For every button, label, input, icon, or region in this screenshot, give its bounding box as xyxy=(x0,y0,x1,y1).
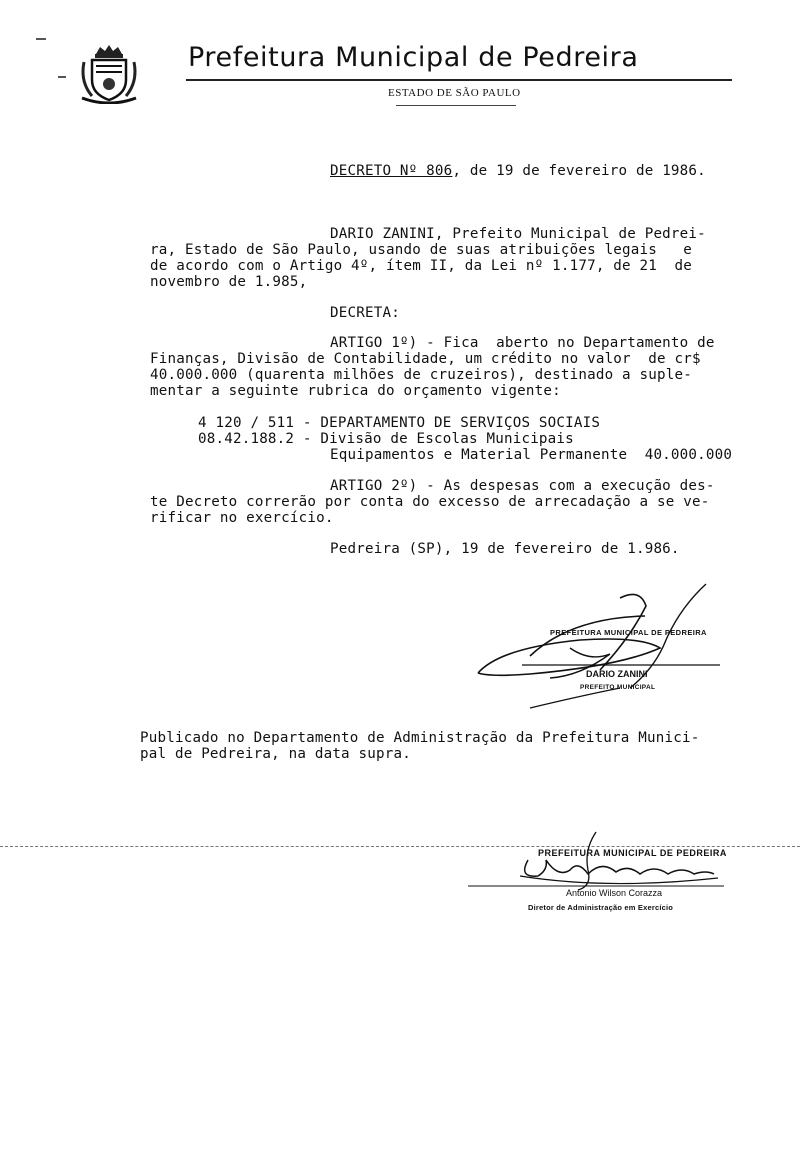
article-2-line: rificar no exercício. xyxy=(150,510,334,526)
coat-of-arms-logo xyxy=(78,42,140,104)
place-date: Pedreira (SP), 19 de fevereiro de 1.986. xyxy=(330,541,680,557)
publication-line: pal de Pedreira, na data supra. xyxy=(140,746,411,762)
decree-number: DECRETO Nº 806 xyxy=(330,163,453,179)
state-subtitle: ESTADO DE SÃO PAULO xyxy=(388,87,521,99)
director-signature xyxy=(468,830,728,892)
budget-desc: DEPARTAMENTO DE SERVIÇOS SOCIAIS xyxy=(320,415,601,431)
article-1-line: Finanças, Divisão de Contabilidade, um crédito no valor de cr$ xyxy=(150,351,701,367)
intro-line: DARIO ZANINI, Prefeito Municipal de Pedrei- xyxy=(330,226,706,242)
article-1-line: mentar a seguinte rubrica do orçamento vigente: xyxy=(150,383,561,399)
budget-line xyxy=(198,415,600,432)
article-2-line: ARTIGO 2º) - As despesas com a execução des- xyxy=(330,478,715,494)
director-name: Antonio Wilson Corazza xyxy=(566,888,663,898)
mayor-name: DARIO ZANINI xyxy=(586,669,648,679)
budget-code: 08.42.188.2 - xyxy=(198,431,321,447)
intro-line: novembro de 1.985, xyxy=(150,274,308,290)
subtitle-rule xyxy=(396,105,516,106)
budget-code: 4 120 / 511 - xyxy=(198,415,321,431)
mayor-signature xyxy=(470,578,730,713)
decree-date: , de 19 de fevereiro de 1986. xyxy=(452,163,706,179)
municipality-title: Prefeitura Municipal de Pedreira xyxy=(188,42,639,73)
intro-line: de acordo com o Artigo 4º, ítem II, da Lei nº 1.177, de 21 de xyxy=(150,258,692,274)
budget-desc: Divisão de Escolas Municipais xyxy=(320,431,574,447)
director-role: Diretor de Administração em Exercício xyxy=(528,903,674,912)
article-2-line: te Decreto correrão por conta do excesso de arrecadação a se ve- xyxy=(150,494,710,510)
article-1-line: ARTIGO 1º) - Fica aberto no Departamento de xyxy=(330,335,715,351)
director-stamp: PREFEITURA MUNICIPAL DE PEDREIRA xyxy=(538,848,727,858)
publication-line: Publicado no Departamento de Administração da Prefeitura Munici- xyxy=(140,730,700,746)
scan-mark xyxy=(58,76,66,78)
budget-line: Equipamentos e Material Permanente 40.000.000 xyxy=(330,447,733,463)
intro-line: ra, Estado de São Paulo, usando de suas atribuições legais e xyxy=(150,242,692,258)
scan-mark xyxy=(36,38,46,40)
header-rule xyxy=(186,79,732,81)
decree-heading xyxy=(330,163,706,180)
budget-line xyxy=(198,431,574,448)
mayor-role: PREFEITO MUNICIPAL xyxy=(580,684,656,691)
mayor-stamp: PREFEITURA MUNICIPAL DE PEDREIRA xyxy=(550,628,707,637)
article-1-line: 40.000.000 (quarenta milhões de cruzeiros), destinado a suple- xyxy=(150,367,692,383)
decreta-label: DECRETA: xyxy=(330,305,400,321)
